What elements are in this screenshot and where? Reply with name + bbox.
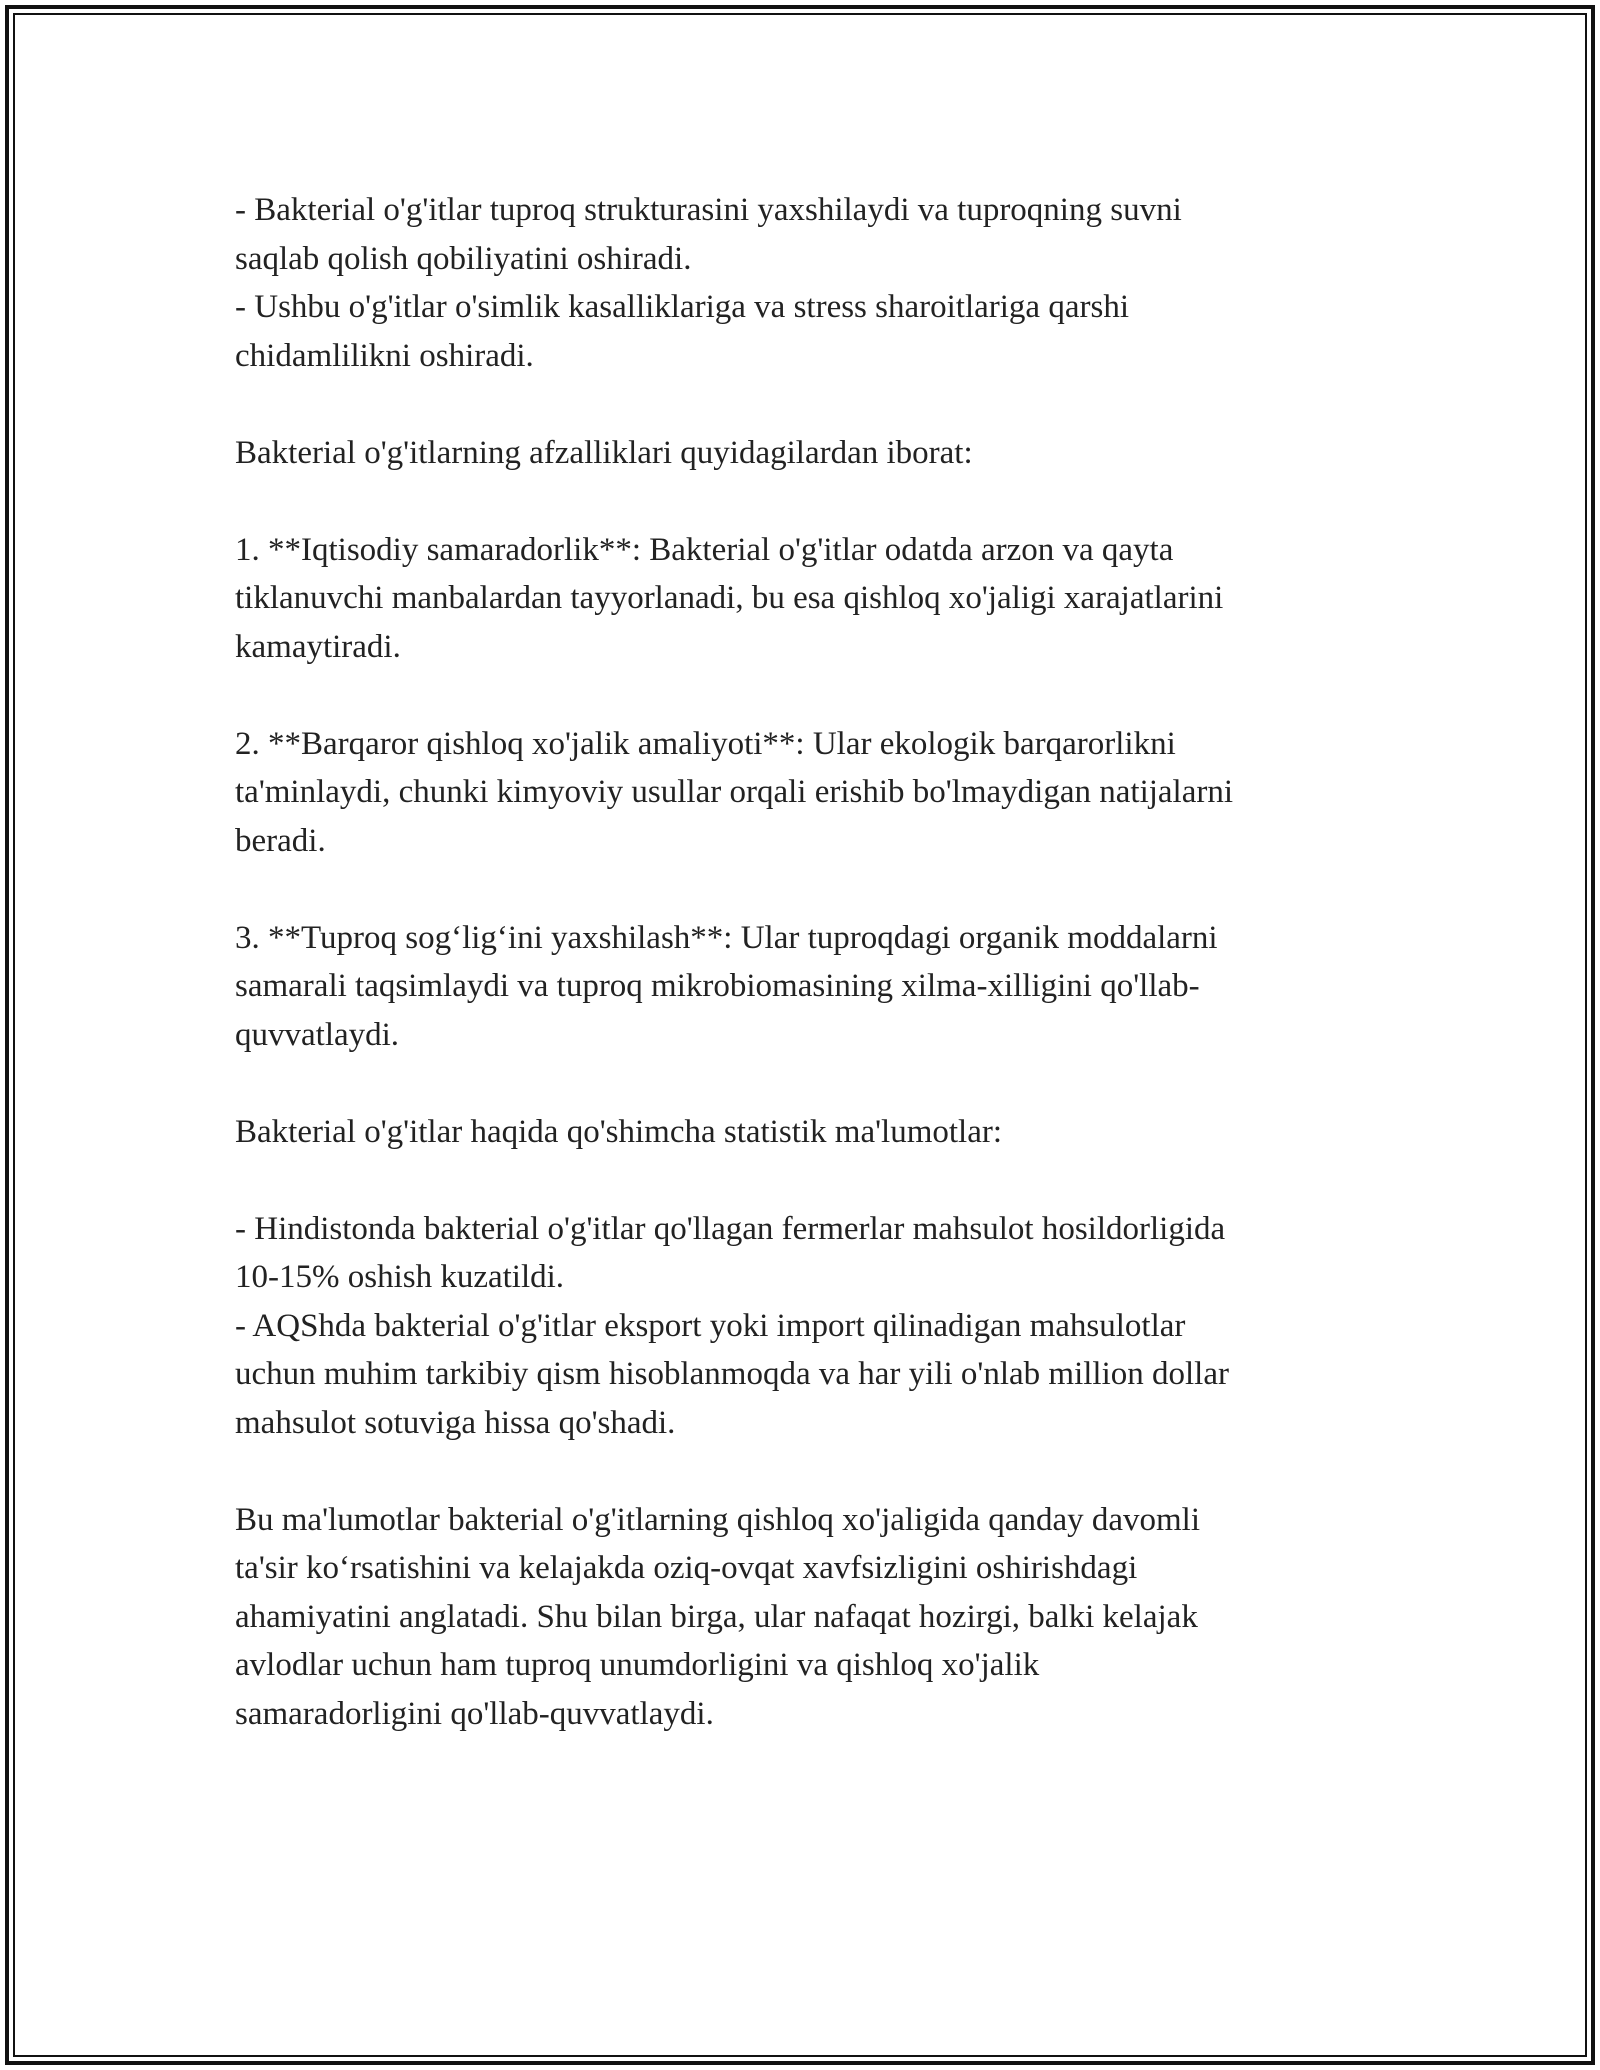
text-line: 2. **Barqaror qishloq xo'jalik amaliyoti**: Ular ekologik barqarorlikni <box>235 725 1176 762</box>
text-line: Bu ma'lumotlar bakterial o'g'itlarning qishloq xo'jaligida qanday davomli <box>235 1501 1201 1538</box>
text-line: Bakterial o'g'itlar haqida qo'shimcha statistik ma'lumotlar: <box>235 1113 1003 1150</box>
text-line: beradi. <box>235 822 326 859</box>
paragraph-advantage-3 <box>235 914 1355 1060</box>
text-line: ta'minlaydi, chunki kimyoviy usullar orqali erishib bo'lmaydigan natijalarni <box>235 774 1234 810</box>
text-line: - Bakterial o'g'itlar tuproq strukturasini yaxshilaydi va tuproqning suvni <box>235 192 1182 228</box>
text-line: samaradorligini qo'llab-quvvatlaydi. <box>235 1695 714 1732</box>
text-line: samarali taqsimlaydi va tuproq mikrobiomasining xilma-xilligini qo'llab- <box>235 968 1200 1004</box>
text-line: - AQShda bakterial o'g'itlar eksport yoki import qilinadigan mahsulotlar <box>235 1307 1186 1344</box>
paragraph-statistics-intro <box>235 1108 1355 1157</box>
text-line: chidamlilikni oshiradi. <box>235 337 534 374</box>
text-line: - Hindistonda bakterial o'g'itlar qo'llagan fermerlar mahsulot hosildorligida <box>235 1210 1226 1247</box>
paragraph-advantage-1 <box>235 526 1355 672</box>
text-line: uchun muhim tarkibiy qism hisoblanmoqda va har yili o'nlab million dollar <box>235 1356 1229 1392</box>
paragraph-advantage-2 <box>235 720 1355 866</box>
text-line: 3. **Tuproq sog‘lig‘ini yaxshilash**: Ular tuproqdagi organik moddalarni <box>235 919 1218 956</box>
text-line: quvvatlaydi. <box>235 1016 400 1053</box>
text-line: - Ushbu o'g'itlar o'simlik kasalliklariga va stress sharoitlariga qarshi <box>235 289 1129 325</box>
paragraph-soil-benefits <box>235 186 1355 380</box>
text-line: ahamiyatini anglatadi. Shu bilan birga, ular nafaqat hozirgi, balki kelajak <box>235 1598 1198 1635</box>
text-line: saqlab qolish qobiliyatini oshiradi. <box>235 240 692 277</box>
text-line: avlodlar uchun ham tuproq unumdorligini va qishloq xo'jalik <box>235 1647 1040 1683</box>
text-line: 1. **Iqtisodiy samaradorlik**: Bakterial o'g'itlar odatda arzon va qayta <box>235 531 1174 568</box>
document-body <box>235 186 1355 1738</box>
text-line: Bakterial o'g'itlarning afzalliklari quyidagilardan iborat: <box>235 434 973 471</box>
paragraph-advantages-intro <box>235 429 1355 478</box>
text-line: mahsulot sotuviga hissa qo'shadi. <box>235 1404 676 1441</box>
paragraph-conclusion <box>235 1496 1355 1739</box>
text-line: kamaytiradi. <box>235 628 401 665</box>
paragraph-statistics <box>235 1205 1355 1448</box>
text-line: 10-15% oshish kuzatildi. <box>235 1259 565 1295</box>
text-line: tiklanuvchi manbalardan tayyorlanadi, bu esa qishloq xo'jaligi xarajatlarini <box>235 580 1224 616</box>
text-line: ta'sir ko‘rsatishini va kelajakda oziq-ovqat xavfsizligini oshirishdagi <box>235 1550 1138 1586</box>
